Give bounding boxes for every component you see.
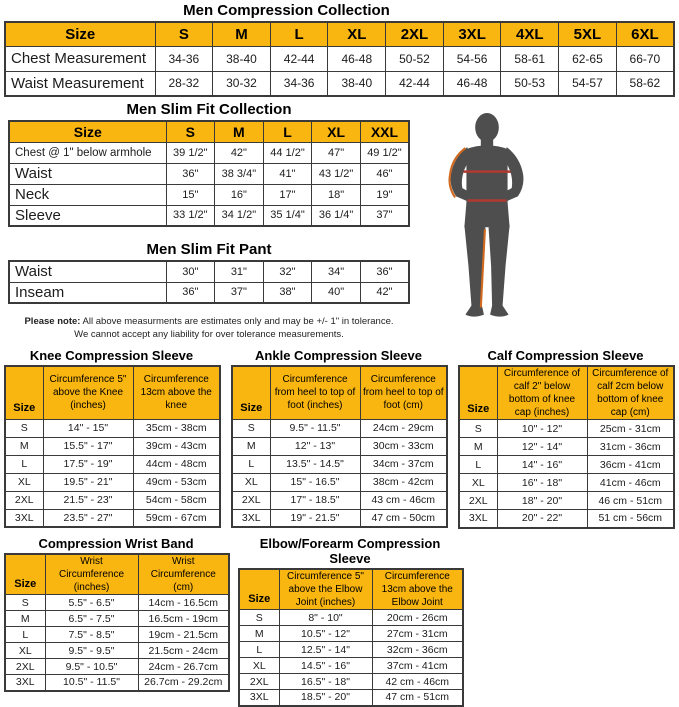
table-row	[459, 438, 674, 456]
value-cell: 30-32	[213, 71, 271, 96]
value-cell: 38-40	[328, 71, 386, 96]
sleeve-tables-row	[4, 348, 676, 529]
row-label-cell: 2XL	[232, 491, 270, 509]
value-cell: 30cm - 33cm	[360, 437, 447, 455]
value-cell: 54-56	[443, 46, 501, 71]
column-header-cell: 5XL	[559, 22, 617, 46]
column-header-cell: Circumference of calf 2cm below bottom of knee cap (cm)	[587, 366, 674, 420]
row-label-cell: Waist	[9, 163, 166, 184]
value-cell: 12.5" - 14"	[279, 642, 372, 658]
value-cell: 19" - 21.5"	[270, 509, 360, 527]
value-cell: 40"	[312, 282, 361, 303]
knee-sleeve-table	[4, 365, 221, 528]
table-row	[232, 473, 447, 491]
row-label-cell: 3XL	[239, 690, 279, 706]
row-label-cell: Sleeve	[9, 205, 166, 226]
column-header-cell: Size	[239, 569, 279, 610]
value-cell: 14" - 15"	[43, 419, 133, 437]
row-label-cell: Chest @ 1" below armhole	[9, 142, 166, 163]
value-cell: 35 1/4"	[263, 205, 312, 226]
value-cell: 36"	[166, 163, 215, 184]
column-header-cell: Circumference from heel to top of foot (cm)	[360, 366, 447, 419]
table-row	[232, 491, 447, 509]
value-cell: 44cm - 48cm	[133, 455, 220, 473]
value-cell: 13.5" - 14.5"	[270, 455, 360, 473]
value-cell: 34cm - 37cm	[360, 455, 447, 473]
men-compression-table	[4, 21, 675, 97]
column-header-cell: Circumference 13cm above the knee	[133, 366, 220, 419]
row-label-cell: 3XL	[5, 675, 45, 691]
table-row	[239, 658, 463, 674]
value-cell: 44 1/2"	[263, 142, 312, 163]
column-header-cell: XL	[328, 22, 386, 46]
value-cell: 49cm - 53cm	[133, 473, 220, 491]
value-cell: 62-65	[559, 46, 617, 71]
calf-sleeve-section	[458, 348, 673, 529]
value-cell: 10.5" - 12"	[279, 626, 372, 642]
table-row	[459, 474, 674, 492]
row-label-cell: XL	[5, 643, 45, 659]
value-cell: 9.5" - 10.5"	[45, 659, 138, 675]
table-row	[9, 184, 409, 205]
table-row	[5, 627, 229, 643]
value-cell: 42"	[215, 142, 264, 163]
table-row	[9, 205, 409, 226]
table-row	[5, 419, 220, 437]
value-cell: 31"	[215, 261, 264, 282]
men-slim-fit-section	[8, 101, 410, 342]
row-label-cell: M	[5, 611, 45, 627]
row-label-cell: S	[239, 610, 279, 626]
value-cell: 21.5" - 23"	[43, 491, 133, 509]
value-cell: 19.5" - 21"	[43, 473, 133, 491]
value-cell: 39cm - 43cm	[133, 437, 220, 455]
tolerance-note-label: Please note:	[24, 316, 81, 327]
men-slim-fit-table	[8, 120, 410, 227]
value-cell: 9.5" - 11.5"	[270, 419, 360, 437]
value-cell: 15.5" - 17"	[43, 437, 133, 455]
value-cell: 8" - 10"	[279, 610, 372, 626]
table-row	[9, 163, 409, 184]
value-cell: 58-62	[616, 71, 674, 96]
column-header-cell: Circumference 5" above the Knee (inches)	[43, 366, 133, 419]
row-label-cell: 2XL	[5, 659, 45, 675]
elbow-sleeve-title: Elbow/Forearm Compression Sleeve	[259, 536, 441, 566]
row-label-cell: S	[459, 420, 497, 438]
value-cell: 14.5" - 16"	[279, 658, 372, 674]
value-cell: 54cm - 58cm	[133, 491, 220, 509]
row-label-cell: S	[5, 419, 43, 437]
men-slim-fit-pant-title: Men Slim Fit Pant	[146, 241, 272, 258]
row-label-cell: XL	[5, 473, 43, 491]
value-cell: 18" - 20"	[497, 492, 587, 510]
value-cell: 34 1/2"	[215, 205, 264, 226]
value-cell: 46 cm - 51cm	[587, 492, 674, 510]
value-cell: 27cm - 31cm	[372, 626, 463, 642]
value-cell: 16" - 18"	[497, 474, 587, 492]
row-label-cell: S	[232, 419, 270, 437]
ankle-sleeve-title: Ankle Compression Sleeve	[255, 348, 422, 363]
value-cell: 43 1/2"	[312, 163, 361, 184]
value-cell: 5.5" - 6.5"	[45, 595, 138, 611]
column-header-cell: Size	[5, 22, 155, 46]
row-label-cell: M	[232, 437, 270, 455]
column-header-cell: 6XL	[616, 22, 674, 46]
column-header-cell: 4XL	[501, 22, 559, 46]
value-cell: 12" - 14"	[497, 438, 587, 456]
row-label-cell: XL	[232, 473, 270, 491]
table-row	[9, 261, 409, 282]
value-cell: 25cm - 31cm	[587, 420, 674, 438]
table-row	[5, 659, 229, 675]
value-cell: 24cm - 26.7cm	[138, 659, 229, 675]
column-header-cell: S	[166, 121, 215, 142]
table-row	[232, 419, 447, 437]
column-header-cell: XL	[312, 121, 361, 142]
wrist-band-title: Compression Wrist Band	[38, 536, 194, 551]
row-label-cell: L	[5, 627, 45, 643]
value-cell: 36cm - 41cm	[587, 456, 674, 474]
column-header-cell: Size	[5, 366, 43, 419]
table-row	[239, 674, 463, 690]
table-row	[232, 437, 447, 455]
row-label-cell: L	[232, 455, 270, 473]
value-cell: 42 cm - 46cm	[372, 674, 463, 690]
row-label-cell: M	[459, 438, 497, 456]
value-cell: 43 cm - 46cm	[360, 491, 447, 509]
table-row	[5, 643, 229, 659]
value-cell: 9.5" - 9.5"	[45, 643, 138, 659]
table-row	[5, 71, 674, 96]
column-header-cell: Size	[9, 121, 166, 142]
value-cell: 50-53	[501, 71, 559, 96]
table-row	[232, 509, 447, 527]
ankle-sleeve-section	[231, 348, 446, 529]
row-label-cell: L	[239, 642, 279, 658]
value-cell: 21.5cm - 24cm	[138, 643, 229, 659]
column-header-cell: XXL	[360, 121, 409, 142]
value-cell: 36"	[360, 261, 409, 282]
row-label-cell: 2XL	[5, 491, 43, 509]
row-label-cell: L	[5, 455, 43, 473]
value-cell: 12" - 13"	[270, 437, 360, 455]
table-row	[459, 420, 674, 438]
value-cell: 32"	[263, 261, 312, 282]
value-cell: 16"	[215, 184, 264, 205]
value-cell: 46-48	[328, 46, 386, 71]
value-cell: 41"	[263, 163, 312, 184]
table-row	[5, 595, 229, 611]
value-cell: 38"	[263, 282, 312, 303]
row-label-cell: Waist Measurement	[5, 71, 155, 96]
row-label-cell: XL	[459, 474, 497, 492]
value-cell: 34-36	[155, 46, 213, 71]
value-cell: 47"	[312, 142, 361, 163]
band-tables-row	[4, 536, 462, 707]
column-header-cell: Wrist Circumference (cm)	[138, 554, 229, 595]
male-silhouette-icon	[421, 112, 553, 328]
value-cell: 20cm - 26cm	[372, 610, 463, 626]
table-row	[239, 610, 463, 626]
men-compression-title: Men Compression Collection	[183, 2, 390, 19]
value-cell: 37cm - 41cm	[372, 658, 463, 674]
table-row	[5, 46, 674, 71]
table-row	[9, 142, 409, 163]
value-cell: 30"	[166, 261, 215, 282]
value-cell: 7.5" - 8.5"	[45, 627, 138, 643]
value-cell: 31cm - 36cm	[587, 438, 674, 456]
table-row	[239, 642, 463, 658]
value-cell: 16.5cm - 19cm	[138, 611, 229, 627]
row-label-cell: 2XL	[459, 492, 497, 510]
row-label-cell: 2XL	[239, 674, 279, 690]
table-row	[5, 491, 220, 509]
table-row	[9, 282, 409, 303]
row-label-cell: Inseam	[9, 282, 166, 303]
value-cell: 34-36	[270, 71, 328, 96]
column-header-cell: M	[215, 121, 264, 142]
column-header-cell: Size	[5, 554, 45, 595]
knee-sleeve-title: Knee Compression Sleeve	[29, 348, 194, 363]
value-cell: 20" - 22"	[497, 510, 587, 528]
value-cell: 41cm - 46cm	[587, 474, 674, 492]
value-cell: 46"	[360, 163, 409, 184]
value-cell: 18.5" - 20"	[279, 690, 372, 706]
value-cell: 47 cm - 51cm	[372, 690, 463, 706]
value-cell: 54-57	[559, 71, 617, 96]
row-label-cell: M	[239, 626, 279, 642]
value-cell: 51 cm - 56cm	[587, 510, 674, 528]
value-cell: 19"	[360, 184, 409, 205]
value-cell: 47 cm - 50cm	[360, 509, 447, 527]
table-row	[5, 437, 220, 455]
column-header-cell: L	[263, 121, 312, 142]
value-cell: 59cm - 67cm	[133, 509, 220, 527]
table-row	[5, 509, 220, 527]
value-cell: 39 1/2"	[166, 142, 215, 163]
value-cell: 58-61	[501, 46, 559, 71]
row-label-cell: L	[459, 456, 497, 474]
table-row	[5, 611, 229, 627]
row-label-cell: Waist	[9, 261, 166, 282]
column-header-cell: 2XL	[386, 22, 444, 46]
table-row	[459, 510, 674, 528]
row-label-cell: 3XL	[5, 509, 43, 527]
value-cell: 66-70	[616, 46, 674, 71]
row-label-cell: Neck	[9, 184, 166, 205]
knee-sleeve-section	[4, 348, 219, 529]
value-cell: 42-44	[270, 46, 328, 71]
value-cell: 10" - 12"	[497, 420, 587, 438]
wrist-band-section	[4, 536, 228, 707]
tolerance-note	[8, 315, 410, 342]
table-row	[459, 456, 674, 474]
value-cell: 17.5" - 19"	[43, 455, 133, 473]
men-compression-section	[4, 2, 675, 97]
calf-sleeve-table	[458, 365, 675, 529]
value-cell: 46-48	[443, 71, 501, 96]
value-cell: 38-40	[213, 46, 271, 71]
row-label-cell: 3XL	[459, 510, 497, 528]
table-row	[232, 455, 447, 473]
column-header-cell: S	[155, 22, 213, 46]
value-cell: 14cm - 16.5cm	[138, 595, 229, 611]
value-cell: 6.5" - 7.5"	[45, 611, 138, 627]
elbow-sleeve-section	[238, 536, 462, 707]
value-cell: 33 1/2"	[166, 205, 215, 226]
wrist-band-table	[4, 553, 230, 692]
value-cell: 38cm - 42cm	[360, 473, 447, 491]
value-cell: 36 1/4"	[312, 205, 361, 226]
tolerance-note-line2: We cannot accept any liability for over tolerance measurements.	[74, 329, 344, 341]
table-row	[5, 455, 220, 473]
value-cell: 17"	[263, 184, 312, 205]
column-header-cell: Size	[459, 366, 497, 420]
value-cell: 36"	[166, 282, 215, 303]
row-label-cell: S	[5, 595, 45, 611]
value-cell: 37"	[360, 205, 409, 226]
column-header-cell: L	[270, 22, 328, 46]
table-row	[5, 473, 220, 491]
column-header-cell: Circumference 5" above the Elbow Joint (inches)	[279, 569, 372, 610]
value-cell: 50-52	[386, 46, 444, 71]
table-row	[459, 492, 674, 510]
row-label-cell: 3XL	[232, 509, 270, 527]
row-label-cell: XL	[239, 658, 279, 674]
column-header-cell: Circumference 13cm above the Elbow Joint	[372, 569, 463, 610]
elbow-sleeve-table	[238, 568, 464, 707]
value-cell: 42"	[360, 282, 409, 303]
value-cell: 16.5" - 18"	[279, 674, 372, 690]
ankle-sleeve-table	[231, 365, 448, 528]
column-header-cell: Wrist Circumference (inches)	[45, 554, 138, 595]
value-cell: 15"	[166, 184, 215, 205]
value-cell: 17" - 18.5"	[270, 491, 360, 509]
column-header-cell: Circumference from heel to top of foot (inches)	[270, 366, 360, 419]
value-cell: 10.5" - 11.5"	[45, 675, 138, 691]
column-header-cell: 3XL	[443, 22, 501, 46]
value-cell: 42-44	[386, 71, 444, 96]
tolerance-note-text: All above measurments are estimates only and may be +/- 1" in tolerance.	[80, 316, 394, 327]
value-cell: 38 3/4"	[215, 163, 264, 184]
value-cell: 18"	[312, 184, 361, 205]
value-cell: 35cm - 38cm	[133, 419, 220, 437]
value-cell: 14" - 16"	[497, 456, 587, 474]
value-cell: 37"	[215, 282, 264, 303]
body-measurement-figure	[421, 112, 553, 328]
column-header-cell: Circumference of calf 2" below bottom of knee cap (inches)	[497, 366, 587, 420]
value-cell: 26.7cm - 29.2cm	[138, 675, 229, 691]
value-cell: 28-32	[155, 71, 213, 96]
value-cell: 34"	[312, 261, 361, 282]
calf-sleeve-title: Calf Compression Sleeve	[487, 348, 644, 363]
value-cell: 15" - 16.5"	[270, 473, 360, 491]
row-label-cell: M	[5, 437, 43, 455]
table-row	[239, 626, 463, 642]
value-cell: 19cm - 21.5cm	[138, 627, 229, 643]
column-header-cell: Size	[232, 366, 270, 419]
value-cell: 32cm - 36cm	[372, 642, 463, 658]
table-row	[5, 675, 229, 691]
value-cell: 24cm - 29cm	[360, 419, 447, 437]
row-label-cell: Chest Measurement	[5, 46, 155, 71]
value-cell: 49 1/2"	[360, 142, 409, 163]
column-header-cell: M	[213, 22, 271, 46]
men-slim-fit-title: Men Slim Fit Collection	[126, 101, 292, 118]
value-cell: 23.5" - 27"	[43, 509, 133, 527]
men-slim-fit-pant-table	[8, 260, 410, 304]
